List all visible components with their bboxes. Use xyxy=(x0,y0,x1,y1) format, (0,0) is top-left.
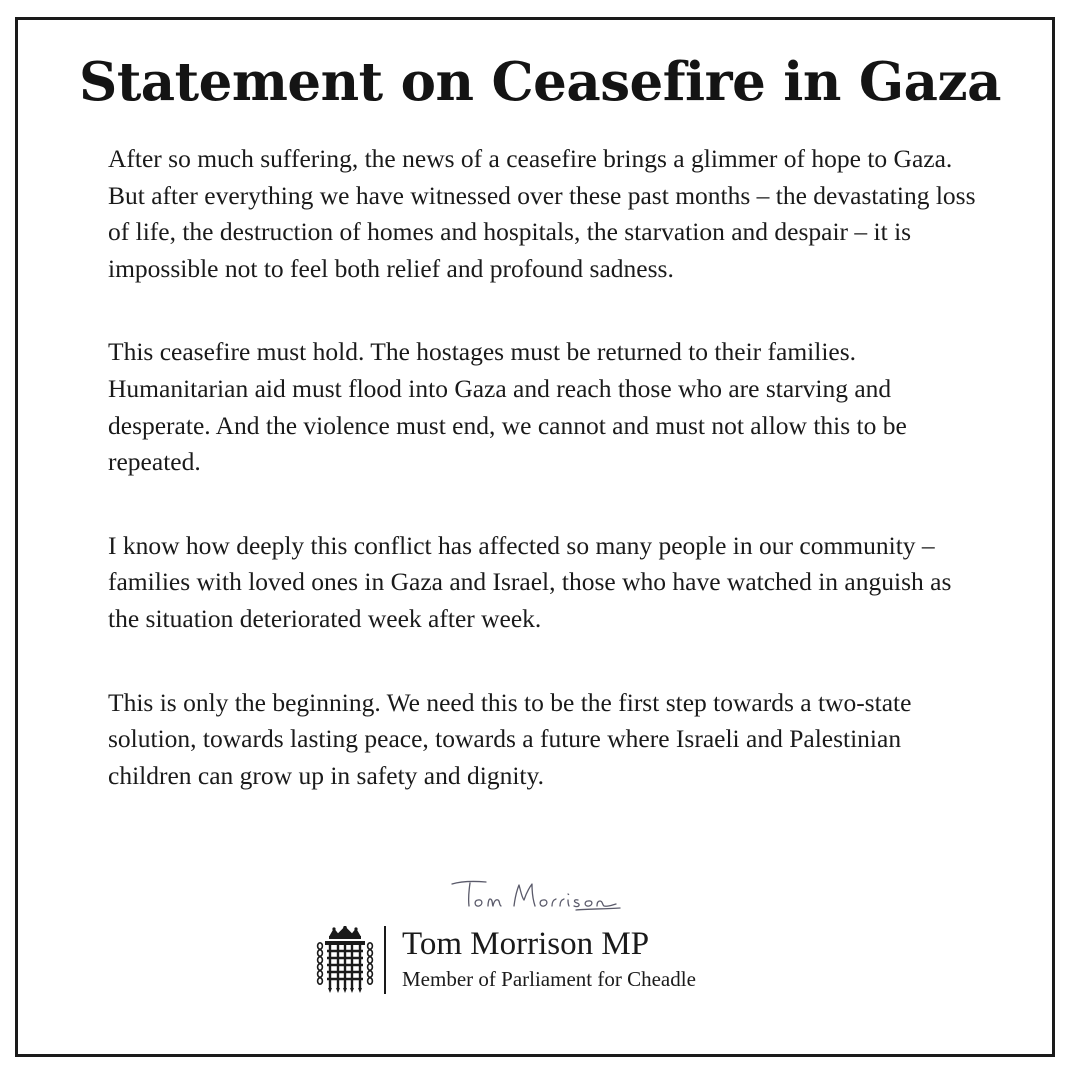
mp-role: Member of Parliament for Cheadle xyxy=(402,967,696,991)
mp-signoff xyxy=(314,924,834,996)
page-title: Statement on Ceasefire in Gaza xyxy=(79,51,1001,113)
portcullis-icon xyxy=(314,926,376,994)
statement-paragraph: This ceasefire must hold. The hostages must be returned to their families. Humanitarian aid must flood into Gaza and reach those who are starving and desperate. And the violence must end, we cannot and must not allow this to be repeated. xyxy=(108,337,907,477)
statement-paragraph: I know how deeply this conflict has affected so many people in our community – families with loved ones in Gaza and Israel, those who have watched in anguish as the situation deteriorated week after week. xyxy=(108,530,952,633)
signoff-divider xyxy=(384,926,386,994)
handwritten-signature xyxy=(448,872,628,916)
statement-body xyxy=(108,141,988,841)
mp-name: Tom Morrison MP xyxy=(402,926,650,962)
statement-paragraph: This is only the beginning. We need this to be the first step towards a two-state solution, towards lasting peace, towards a future where Israeli and Palestinian children can grow up in safety and dignity. xyxy=(108,687,912,790)
statement-paragraph: After so much suffering, the news of a ceasefire brings a glimmer of hope to Gaza. But after everything we have witnessed over these past months – the devastating loss of life, the destruction of homes and hospitals, the starvation and despair – it is impossible not to feel both relief and profound sadness. xyxy=(108,144,976,283)
